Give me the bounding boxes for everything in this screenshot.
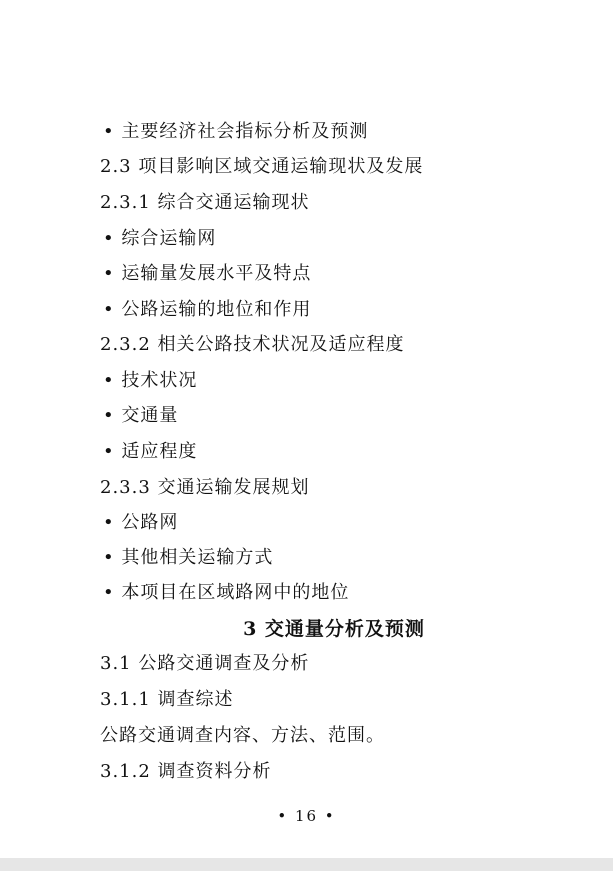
bullet-item: • 适应程度: [103, 441, 198, 462]
viewer-bottom-bar: [0, 858, 613, 871]
subsection-heading: 3.1.1 调查综述: [100, 689, 234, 710]
bullet-item: • 运输量发展水平及特点: [103, 263, 312, 284]
bullet-item: • 主要经济社会指标分析及预测: [103, 121, 369, 142]
subsection-heading: 2.3.2 相关公路技术状况及适应程度: [100, 334, 405, 355]
bullet-item: • 本项目在区域路网中的地位: [103, 582, 350, 603]
subsection-heading: 2.3.3 交通运输发展规划: [100, 477, 310, 498]
bullet-item: • 其他相关运输方式: [103, 547, 274, 568]
bullet-item: • 综合运输网: [103, 228, 217, 249]
chapter-heading: 3 交通量分析及预测: [243, 618, 425, 640]
body-text: 公路交通调查内容、方法、范围。: [100, 725, 385, 746]
bullet-item: • 公路运输的地位和作用: [103, 299, 312, 320]
subsection-heading: 2.3.1 综合交通运输现状: [100, 192, 310, 213]
section-heading: 3.1 公路交通调查及分析: [100, 653, 310, 674]
bullet-item: • 技术状况: [103, 370, 198, 391]
bullet-item: • 交通量: [103, 405, 179, 426]
bullet-item: • 公路网: [103, 512, 179, 533]
page-number: • 16 •: [277, 807, 336, 825]
section-heading: 2.3 项目影响区域交通运输现状及发展: [100, 156, 424, 177]
subsection-heading: 3.1.2 调查资料分析: [100, 761, 272, 782]
